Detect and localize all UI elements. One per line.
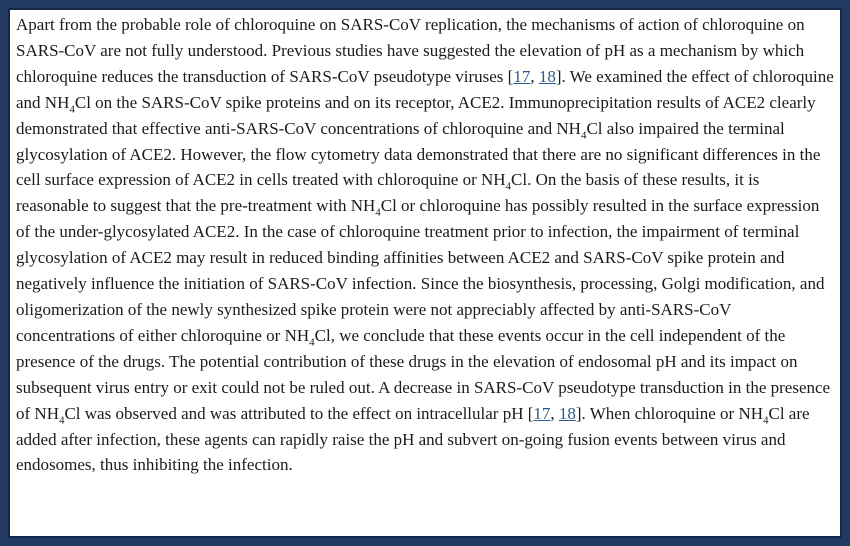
subscript-text: 4 — [580, 129, 587, 142]
paragraph-text-run: Cl, we conclude that these events occur in the cell independent of the presence of the drugs. The potential contribution of these drugs in the elevation of endosomal pH and its impact on subsequent virus entry or exit could not be ruled out. A decrease in SARS-CoV pseudotype transduction in the presence of NH — [16, 325, 831, 423]
paragraph-text-run: Cl also impaired the terminal glycosylation of ACE2. However, the flow cytometry data demonstrated that there are no significant differences in the cell surface expression of ACE2 in cells treated with chloroquine or NH — [16, 118, 821, 190]
paragraph-text-run: , — [550, 403, 559, 423]
subscript-text: 4 — [505, 180, 512, 193]
subscript-text: 4 — [69, 103, 75, 116]
paragraph-text-run: , — [530, 66, 539, 86]
paragraph — [16, 12, 834, 478]
paragraph-text-run: Cl on the SARS-CoV spike proteins and on its receptor, ACE2. Immunoprecipitation results of ACE2 clearly demonstrated that effective anti-SARS-CoV concentrations of chloroquine and NH — [16, 92, 816, 138]
paragraph-text-run: Apart from the probable role of chloroquine on SARS-CoV replication, the mechanisms of action of chloroquine on SARS-CoV are not fully understood. Previous studies have suggested the elevation of pH as a mechanism by which chloroquine reduces the transduction of SARS-CoV pseudotype viruses [ — [16, 15, 805, 86]
reference-link-18[interactable]: 18 — [558, 403, 576, 423]
paragraph-text-run: ]. When chloroquine or NH — [575, 403, 763, 423]
subscript-text: 4 — [763, 413, 769, 426]
paragraph-text-run: Cl. On the basis of these results, it is reasonable to suggest that the pre-treatment with NH — [16, 170, 760, 216]
paragraph-text-run: Cl was observed and was attributed to the effect on intracellular pH [ — [64, 403, 534, 423]
reference-link-17[interactable]: 17 — [533, 403, 551, 423]
subscript-text: 4 — [309, 336, 315, 349]
reference-link-17[interactable]: 17 — [513, 66, 531, 86]
reference-link-18[interactable]: 18 — [538, 66, 556, 86]
article-text-panel — [8, 8, 842, 538]
paragraph-text-run: Cl are added after infection, these agents can rapidly raise the pH and subvert on-going fusion events between virus and endosomes, thus inhibiting the infection. — [16, 403, 810, 475]
paragraph-text-run: Cl or chloroquine has possibly resulted in the surface expression of the under-glycosylated ACE2. In the case of chloroquine treatment prior to infection, the impairment of terminal glycosylation of ACE2 may result in reduced binding affinities between ACE2 and SARS-CoV spike protein and negatively influence the initiation of SARS-CoV infection. Since the biosynthesis, processing, Golgi modification, and oligomerization of the newly synthesized spike protein were not appreciably affected by anti-SARS-CoV concentrations of either chloroquine or NH — [16, 196, 825, 345]
subscript-text: 4 — [58, 413, 65, 426]
paragraph-text-run: ]. We examined the effect of chloroquine and NH — [16, 66, 834, 112]
subscript-text: 4 — [375, 206, 381, 219]
